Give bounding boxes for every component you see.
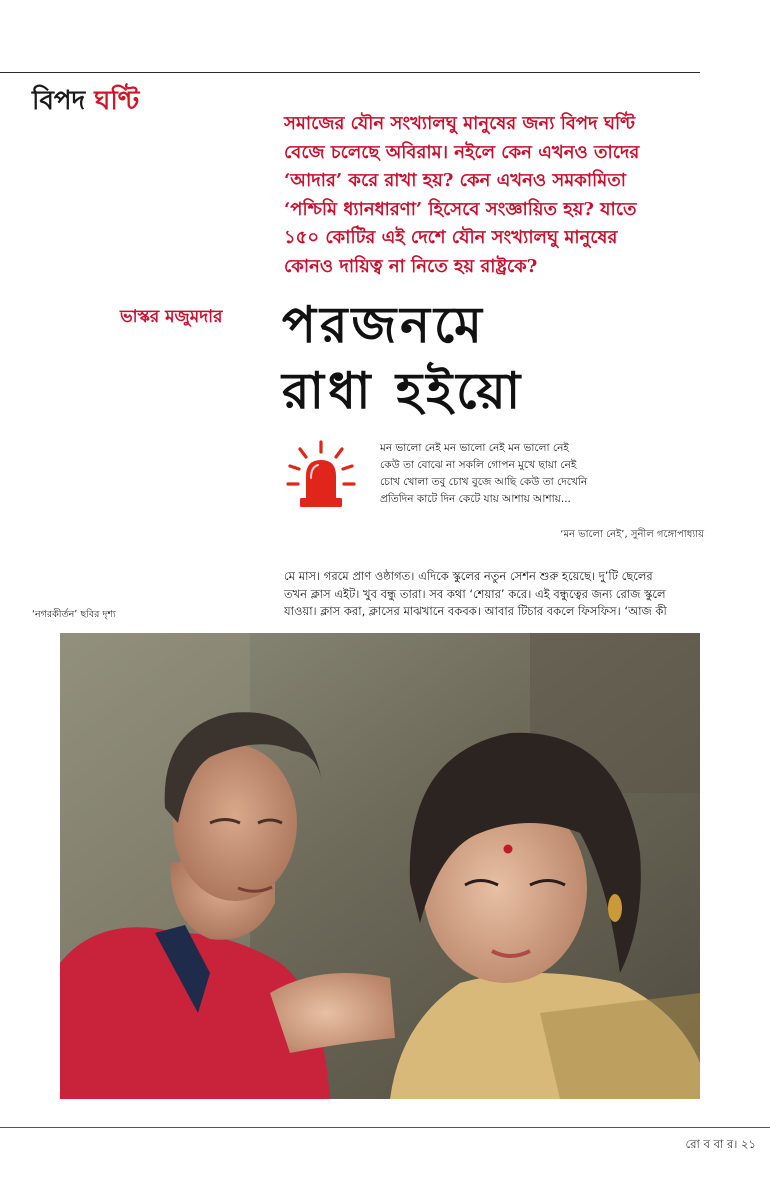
section-label-word2: ঘণ্টি bbox=[94, 86, 140, 116]
section-label-word1: বিপদ bbox=[32, 86, 86, 116]
poem-attribution: ‘মন ভালো নেই’, সুনীল গঙ্গোপাধ্যায় bbox=[560, 529, 704, 540]
headline bbox=[282, 292, 524, 424]
alarm-siren-icon bbox=[284, 438, 358, 512]
headline-line1: পরজনমে bbox=[282, 295, 486, 354]
body-line: যাওয়া। ক্লাস করা, ক্লাসের মাঝখানে বকবক। আবার টিচার বকলে ফিসফিস। ‘আজ কী bbox=[284, 604, 667, 618]
bottom-rule bbox=[0, 1127, 770, 1128]
standfirst-line: সমাজের যৌন সংখ্যালঘু মানুষের জন্য বিপদ ঘণ্টি bbox=[284, 113, 636, 134]
byline: ভাস্কর মজুমদার bbox=[120, 307, 223, 327]
body-line: তখন ক্লাস এইট। খুব বন্ধু তারা। সব কথা ‘শেয়ার’ করে। এই বন্ধুত্বের জন্য রোজ স্কুলে bbox=[284, 586, 666, 601]
standfirst-line: বেজে চলেছে অবিরাম। নইলে কেন এখনও তাদের bbox=[284, 141, 640, 163]
standfirst-line: কোনও দায়িত্ব না নিতে হয় রাষ্ট্রকে? bbox=[284, 255, 538, 277]
body-text bbox=[284, 568, 704, 621]
top-rule bbox=[0, 72, 700, 73]
standfirst bbox=[284, 110, 704, 282]
poem-line: প্রতিদিন কাটে দিন কেটে যায় আশায় আশায়... bbox=[380, 493, 571, 505]
photo-caption: ‘নগরকীর্তন’ ছবির দৃশ্য bbox=[32, 609, 116, 620]
standfirst-line: ‘পশ্চিমি ধ্যানধারণা’ হিসেবে সংজ্ঞায়িত হয়? যাতে bbox=[284, 198, 637, 220]
section-label bbox=[32, 80, 139, 124]
page-folio: রো ব বা র। ২১ bbox=[685, 1137, 756, 1151]
film-still-photo bbox=[60, 633, 700, 1099]
epigraph-poem bbox=[380, 440, 587, 508]
headline-line2: রাধা হইয়ো bbox=[282, 361, 525, 420]
standfirst-line: ‘আদার’ করে রাখা হয়? কেন এখনও সমকামিতা bbox=[284, 170, 626, 192]
poem-line: মন ভালো নেই মন ভালো নেই মন ভালো নেই bbox=[380, 442, 569, 454]
poem-line: কেউ তা বোঝে না সকলি গোপন মুখে ছায়া নেই bbox=[380, 459, 577, 471]
poem-line: চোখ খোলা তবু চোখ বুজে আছি কেউ তা দেখেনি bbox=[380, 476, 588, 488]
body-line: মে মাস। গরমে প্রাণ ওষ্ঠাগত। এদিকে স্কুলের নতুন সেশন শুরু হয়েছে। দু’টি ছেলের bbox=[284, 569, 653, 583]
standfirst-line: ১৫০ কোটির এই দেশে যৌন সংখ্যালঘু মানুষের bbox=[284, 227, 618, 249]
